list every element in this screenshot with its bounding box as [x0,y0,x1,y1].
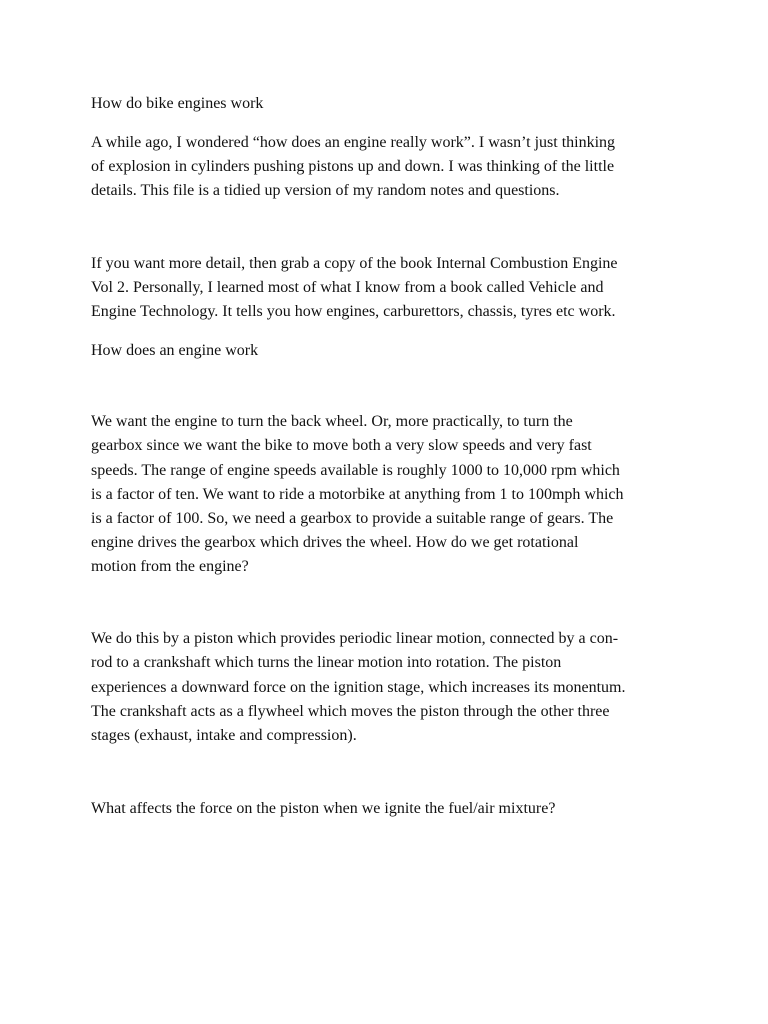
section-heading: How does an engine work [91,342,259,359]
intro-line-2: of explosion in cylinders pushing pistons up and down. I was thinking of the little [91,158,615,175]
engine-line-6: engine drives the gearbox which drives the wheel. How do we get rotational [91,534,579,551]
engine-line-5: is a factor of 100. So, we need a gearbox to provide a suitable range of gears. The [91,510,614,527]
piston-line-2: rod to a crankshaft which turns the linear motion into rotation. The piston [91,654,562,671]
intro-line-3: details. This file is a tidied up version of my random notes and questions. [91,182,560,199]
intro-line-1: A while ago, I wondered “how does an engine really work”. I wasn’t just thinking [91,134,616,151]
books-line-3: Engine Technology. It tells you how engines, carburettors, chassis, tyres etc work. [91,303,616,320]
piston-line-1: We do this by a piston which provides periodic linear motion, connected by a con- [91,630,619,647]
books-line-2: Vol 2. Personally, I learned most of what I know from a book called Vehicle and [91,279,604,296]
engine-line-2: gearbox since we want the bike to move both a very slow speeds and very fast [91,437,592,454]
engine-line-4: is a factor of ten. We want to ride a motorbike at anything from 1 to 100mph which [91,486,624,503]
document-title: How do bike engines work [91,95,264,112]
piston-line-4: The crankshaft acts as a flywheel which moves the piston through the other three [91,703,610,720]
piston-line-5: stages (exhaust, intake and compression). [91,727,357,744]
question-line: What affects the force on the piston when we ignite the fuel/air mixture? [91,800,556,817]
books-line-1: If you want more detail, then grab a copy of the book Internal Combustion Engine [91,255,618,272]
piston-line-3: experiences a downward force on the ignition stage, which increases its monentum. [91,679,626,696]
engine-line-1: We want the engine to turn the back wheel. Or, more practically, to turn the [91,413,573,430]
engine-line-3: speeds. The range of engine speeds available is roughly 1000 to 10,000 rpm which [91,462,620,479]
engine-line-7: motion from the engine? [91,558,249,575]
